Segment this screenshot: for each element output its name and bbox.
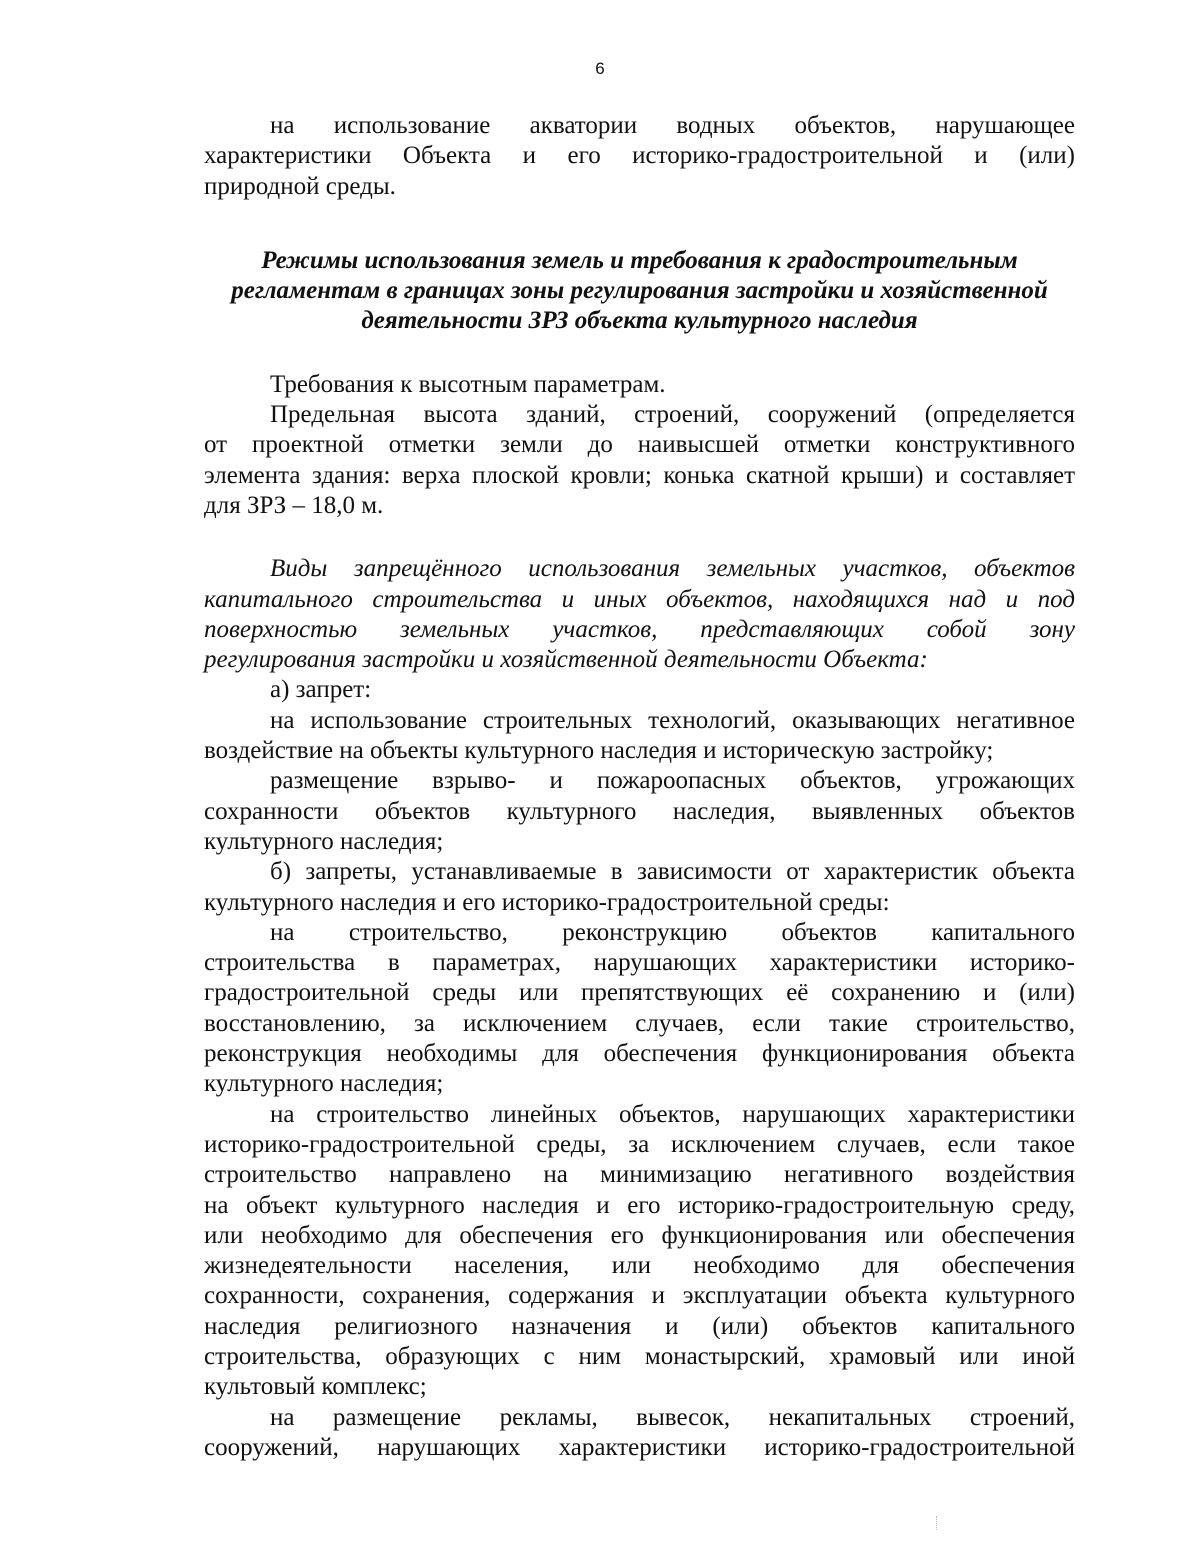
text-line: наследия религиозного назначения и (или) объектов капитального	[204, 1312, 1075, 1340]
section-heading	[204, 246, 1075, 337]
text-line: строительства, образующих с ним монастырский, храмовый или иной	[204, 1342, 1075, 1370]
text-line: от проектной отметки земли до наивысшей отметки конструктивного	[204, 431, 1075, 459]
text-line: характеристики Объекта и его историко-градостроительной и (или)	[204, 142, 1075, 170]
text-line: для ЗРЗ – 18,0 м.	[204, 491, 384, 519]
text-line: на использование акватории водных объектов, нарушающее	[270, 112, 1075, 139]
text-line: строительства в параметрах, нарушающих характеристики историко-	[204, 949, 1075, 977]
text-line: б) запреты, устанавливаемые в зависимости от характеристик объекта	[270, 858, 1075, 886]
text-line: элемента здания: верха плоской кровли; конька скатной крыши) и составляет	[204, 461, 1075, 489]
text-line: поверхностью земельных участков, представляющих собой зону	[204, 615, 1075, 643]
document-body	[204, 111, 1075, 1463]
prohibited-uses-heading	[204, 554, 1075, 675]
text-line: размещение взрыво- и пожароопасных объектов, угрожающих	[270, 767, 1075, 795]
text-line: культурного наследия;	[204, 827, 444, 855]
text-line: культурного наследия;	[204, 1070, 444, 1098]
list-item-b	[204, 857, 1075, 1463]
text-line: на использование строительных технологий, оказывающих негативное	[270, 706, 1075, 734]
text-line: а) запрет:	[270, 676, 372, 704]
text-line: на размещение рекламы, вывесок, некапитальных строений,	[270, 1403, 1075, 1431]
text-line: сохранности, сохранения, содержания и эксплуатации объекта культурного	[204, 1282, 1075, 1310]
text-line: или необходимо для обеспечения его функционирования или обеспечения	[204, 1221, 1075, 1249]
text-line: историко-градостроительной среды, за исключением случаев, если такое	[204, 1130, 1075, 1158]
paragraph-height-requirements	[204, 370, 1075, 521]
text-line: строительство направлено на минимизацию негативного воздействия	[204, 1161, 1075, 1189]
text-line: на объект культурного наследия и его историко-градостроительную среду,	[204, 1191, 1075, 1219]
scan-artifact-mark	[936, 1516, 939, 1530]
text-line: на строительство, реконструкцию объектов капитального	[270, 918, 1075, 946]
text-line: градостроительной среды или препятствующих её сохранению и (или)	[204, 979, 1075, 1007]
text-line: капитального строительства и иных объектов, находящихся над и под	[204, 585, 1075, 613]
heading-line: регламентам в границах зоны регулирования застройки и хозяйственной	[231, 277, 1048, 305]
text-line: Предельная высота зданий, строений, сооружений (определяется	[270, 401, 1075, 429]
text-line: культурного наследия и его историко-градостроительной среды:	[204, 888, 890, 916]
text-line: жизнедеятельности населения, или необходимо для обеспечения	[204, 1252, 1075, 1280]
text-line: сооружений, нарушающих характеристики историко-градостроительной	[204, 1433, 1075, 1461]
text-line: регулирования застройки и хозяйственной деятельности Объекта:	[204, 646, 928, 674]
heading-line: Режимы использования земель и требования к градостроительным	[261, 246, 1018, 274]
text-line: воздействие на объекты культурного наследия и историческую застройку;	[204, 737, 994, 765]
text-line: сохранности объектов культурного наследия, выявленных объектов	[204, 797, 1075, 825]
text-line: восстановлению, за исключением случаев, если такие строительство,	[204, 1009, 1075, 1037]
text-line: на строительство линейных объектов, нарушающих характеристики	[270, 1100, 1075, 1128]
list-item-a	[204, 675, 1075, 857]
text-line: Виды запрещённого использования земельных участков, объектов	[270, 555, 1075, 583]
text-line: реконструкция необходимы для обеспечения функционирования объекта	[204, 1040, 1075, 1068]
page-number: 6	[595, 59, 605, 78]
text-line: Требования к высотным параметрам.	[270, 370, 666, 398]
text-line: природной среды.	[204, 172, 396, 200]
paragraph-water-use	[204, 111, 1075, 202]
heading-line: деятельности ЗРЗ объекта культурного наследия	[361, 307, 918, 335]
text-line: культовый комплекс;	[204, 1373, 427, 1401]
